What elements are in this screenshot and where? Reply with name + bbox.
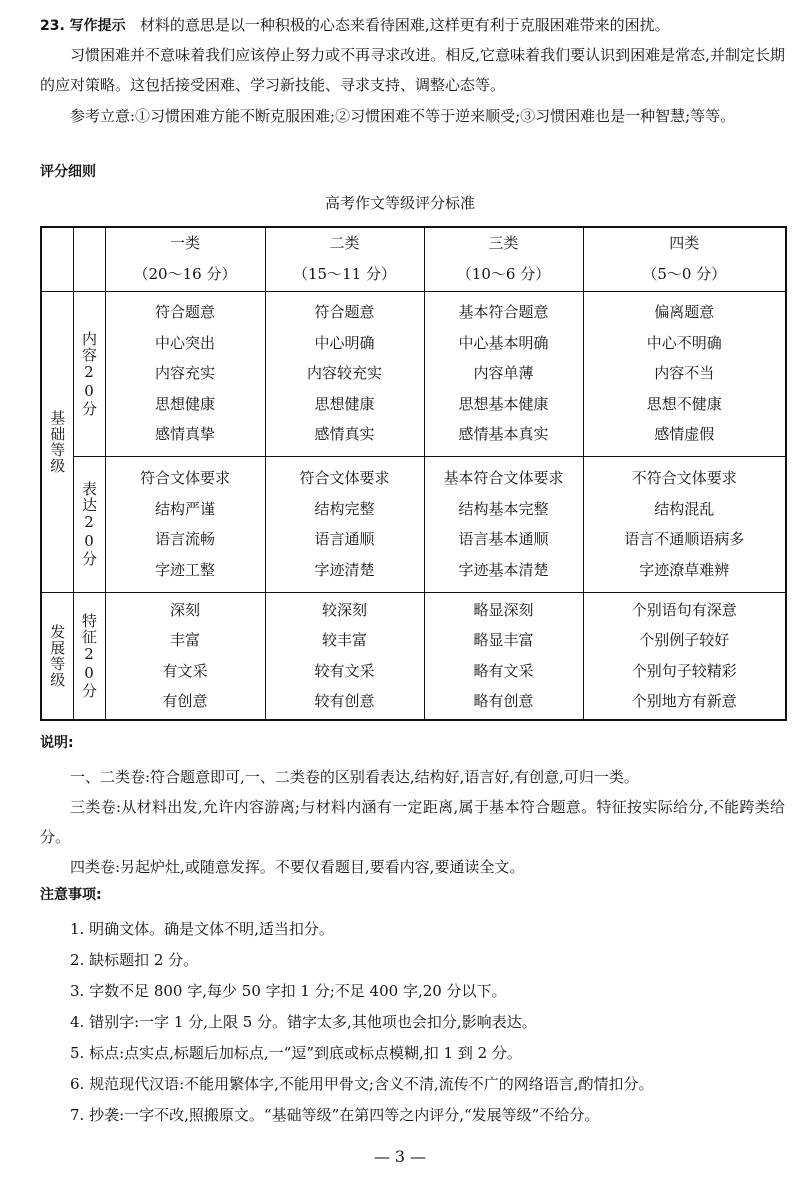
grading-caption: 高考作文等级评分标准 — [324, 194, 475, 212]
criterion: 思想健康 — [314, 394, 375, 413]
row-label-cell — [73, 592, 105, 720]
attention-heading: 注意事项: — [40, 887, 102, 903]
criterion: 内容单薄 — [473, 364, 534, 383]
criterion: 中心突出 — [154, 333, 215, 352]
criterion: 符合文体要求 — [299, 469, 390, 487]
grade-cell — [105, 456, 265, 592]
criterion: 思想基本健康 — [458, 394, 549, 413]
criterion: 丰富 — [169, 631, 200, 650]
grade-cell — [424, 291, 583, 456]
answer-para3: 参考立意:①习惯困难方能不断克服困难;②习惯困难不等于逆来顺受;③习惯困难也是一种智慧;等等。 — [70, 107, 736, 125]
answer-para2: 习惯困难并不意味着我们应该停止努力或不再寻求改进。相反,它意味着我们要认识到困难是常态,并制定长期的应对策略。这包括接受困难、学习新技能、寻求支持、调整心态等。 — [40, 46, 785, 94]
row-expression — [41, 456, 786, 592]
column-name: 二类 — [329, 234, 360, 253]
group-development — [41, 592, 73, 720]
notes-heading: 说明: — [40, 735, 74, 751]
criterion: 较有创意 — [314, 692, 375, 711]
column-range: （20～16 分） — [133, 265, 237, 284]
criterion: 思想健康 — [154, 394, 215, 413]
grade-cell — [583, 592, 786, 720]
grade-cell — [583, 291, 786, 456]
criterion: 思想不健康 — [646, 394, 722, 413]
column-name: 四类 — [669, 234, 700, 253]
answer-line1: 材料的意思是以一种积极的心态来看待困难,这样更有利于克服困难带来的困扰。 — [139, 16, 670, 34]
criterion: 中心明确 — [314, 333, 375, 352]
criterion: 内容不当 — [654, 364, 715, 383]
column-header-3 — [424, 227, 583, 291]
grade-cell — [105, 291, 265, 456]
criterion: 较丰富 — [321, 631, 367, 650]
criterion: 中心基本明确 — [458, 333, 549, 352]
row-label-cell — [73, 291, 105, 456]
criterion: 符合题意 — [154, 303, 215, 322]
grade-cell — [424, 456, 583, 592]
grade-cell — [424, 592, 583, 720]
group-label: 基础等级 — [48, 409, 67, 474]
criterion: 略显丰富 — [473, 631, 534, 650]
criterion: 中心不明确 — [646, 333, 722, 352]
column-name: 三类 — [488, 234, 519, 253]
grade-cell — [105, 592, 265, 720]
criterion: 个别例子较好 — [639, 631, 730, 650]
row-label: 表达20分 — [80, 481, 98, 567]
criterion: 个别语句有深意 — [631, 600, 737, 619]
attention-item: 6. 规范现代汉语:不能用繁体字,不能用甲骨文;含义不清,流传不广的网络语言,酌情扣分。 — [70, 1075, 654, 1093]
attention-item: 5. 标点:点实点,标题后加标点,一“逗”到底或标点模糊,扣 1 到 2 分。 — [70, 1044, 522, 1062]
attention-item: 2. 缺标题扣 2 分。 — [70, 951, 199, 969]
criterion: 有文采 — [162, 661, 208, 680]
criterion: 感情虚假 — [654, 425, 715, 444]
criterion: 感情基本真实 — [458, 425, 549, 444]
criterion: 个别句子较精彩 — [631, 661, 737, 680]
criterion: 内容较充实 — [306, 364, 382, 383]
column-header-4 — [583, 227, 786, 291]
criterion: 个别地方有新意 — [631, 692, 737, 711]
note-item: 三类卷:从材料出发,允许内容游离;与材料内涵有一定距离,属于基本符合题意。特征按实际给分,不能跨类给分。 — [40, 798, 785, 846]
criterion: 较有文采 — [314, 661, 375, 680]
column-name: 一类 — [169, 234, 200, 253]
criterion: 基本符合题意 — [458, 303, 549, 322]
criterion: 符合题意 — [314, 303, 375, 322]
attention-item: 4. 错别字:一字 1 分,上限 5 分。错字太多,其他项也会扣分,影响表达。 — [70, 1013, 537, 1031]
row-content — [41, 291, 786, 456]
grade-cell — [265, 291, 424, 456]
criterion: 偏离题意 — [654, 303, 715, 322]
row-label: 特征20分 — [80, 612, 98, 699]
criterion: 字迹基本清楚 — [458, 560, 549, 579]
grade-cell — [265, 456, 424, 592]
criterion: 基本符合文体要求 — [443, 469, 564, 487]
criterion: 字迹潦草难辨 — [639, 560, 730, 579]
group-basic — [41, 291, 73, 592]
row-label-cell — [73, 456, 105, 592]
answer-intro — [40, 10, 785, 41]
criterion: 结构完整 — [314, 499, 375, 518]
criterion: 语言流畅 — [154, 530, 215, 548]
question-number: 23. — [40, 18, 65, 34]
grading-heading: 评分细则 — [40, 164, 96, 180]
row-feature — [41, 592, 786, 720]
criterion: 结构严谨 — [154, 499, 215, 518]
criterion: 略显深刻 — [473, 600, 534, 619]
criterion: 语言基本通顺 — [458, 530, 549, 548]
grade-cell — [265, 592, 424, 720]
criterion: 语言通顺 — [314, 530, 375, 548]
criterion: 内容充实 — [154, 364, 215, 383]
column-range: （5～0 分） — [642, 265, 727, 284]
header-row — [41, 227, 786, 291]
answer-label: 写作提示 — [69, 18, 126, 34]
criterion: 结构基本完整 — [458, 499, 549, 518]
criterion: 语言不通顺语病多 — [624, 530, 745, 548]
criterion: 结构混乱 — [654, 499, 715, 518]
criterion: 不符合文体要求 — [631, 469, 737, 487]
criterion: 略有文采 — [473, 661, 534, 680]
attention-item: 1. 明确文体。确是文体不明,适当扣分。 — [70, 920, 334, 938]
criterion: 较深刻 — [321, 600, 367, 619]
column-range: （15～11 分） — [293, 265, 396, 284]
page-number: — 3 — — [373, 1147, 427, 1166]
attention-item: 3. 字数不足 800 字,每少 50 字扣 1 分;不足 400 字,20 分以下。 — [70, 982, 507, 1000]
criterion: 字迹清楚 — [314, 560, 375, 579]
corner-cell-2 — [73, 227, 105, 291]
column-range: （10～6 分） — [456, 265, 551, 284]
criterion: 略有创意 — [473, 692, 534, 711]
row-label: 内容20分 — [80, 330, 98, 417]
criterion: 感情真挚 — [154, 425, 215, 444]
grade-cell — [583, 456, 786, 592]
criterion: 深刻 — [169, 600, 200, 619]
column-header-1 — [105, 227, 265, 291]
grading-table — [40, 226, 787, 721]
corner-cell-1 — [41, 227, 73, 291]
column-header-2 — [265, 227, 424, 291]
criterion: 有创意 — [162, 692, 208, 711]
criterion: 字迹工整 — [154, 560, 215, 579]
criterion: 感情真实 — [314, 425, 375, 444]
group-label: 发展等级 — [48, 623, 67, 688]
note-item: 一、二类卷:符合题意即可,一、二类卷的区别看表达,结构好,语言好,有创意,可归一类。 — [70, 768, 639, 786]
note-item: 四类卷:另起炉灶,或随意发挥。不要仅看题目,要看内容,要通读全文。 — [70, 858, 525, 876]
attention-item: 7. 抄袭:一字不改,照搬原文。“基础等级”在第四等之内评分,“发展等级”不给分。 — [70, 1106, 600, 1124]
criterion: 符合文体要求 — [139, 469, 230, 487]
